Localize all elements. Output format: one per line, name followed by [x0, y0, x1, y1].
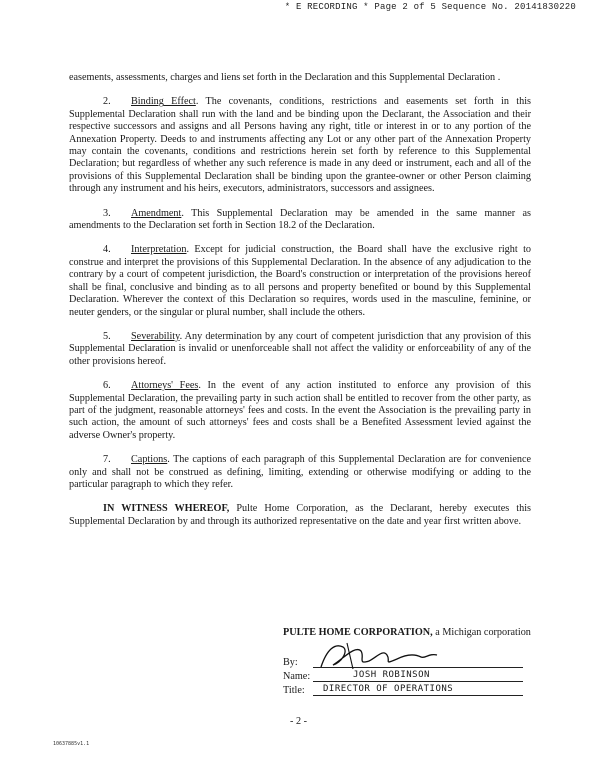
- sections-list: [69, 96, 531, 491]
- section-paragraph: [69, 244, 531, 318]
- title-row: [283, 685, 543, 699]
- section-paragraph: [69, 454, 531, 491]
- company-name: PULTE HOME CORPORATION,: [283, 627, 433, 638]
- section-title: Amendment: [131, 207, 182, 219]
- page-number: - 2 -: [290, 716, 307, 727]
- company-suffix: a Michigan corporation: [432, 627, 531, 638]
- section-title: Captions: [131, 454, 168, 466]
- by-label: By:: [283, 657, 298, 669]
- section-number: 5.: [103, 330, 111, 342]
- witness-text: Pulte Home Corporation, as the Declarant, hereby executes this Supplemental Declaration by and through its authorized representative on the date and year first written above.: [69, 503, 531, 527]
- title-label: Title:: [283, 685, 305, 697]
- section-title: Binding Effect: [131, 96, 196, 108]
- section-number: 4.: [103, 244, 111, 256]
- section-paragraph: [69, 380, 531, 442]
- section-text: . Except for judicial construction, the Board shall have the exclusive right to construe and interpret the provisions of this Supplemental Declaration. In the absence of any adjudication to the contrary by a court of competent jurisdiction, the Board's construction or interpretation of the provisions hereof shall be final, conclusive and binding as to all persons and property benefited or bound by this Supplemental Declaration. Wherever the context of this Declaration so requires, words used in the masculine, feminine, or neuter genders, or the singular or plural number, shall include the others.: [69, 244, 531, 318]
- company-line: [283, 627, 543, 639]
- section-paragraph: [69, 331, 531, 368]
- section-number: 3.: [103, 207, 111, 219]
- section-number: 6.: [103, 380, 111, 392]
- document-body: [69, 72, 531, 540]
- name-label: Name:: [283, 671, 311, 683]
- witness-paragraph: [69, 503, 531, 528]
- name-value: JOSH ROBINSON: [353, 670, 430, 681]
- section-title: Attorneys' Fees: [131, 380, 199, 392]
- section-paragraph: [69, 96, 531, 195]
- section-text: . The covenants, conditions, restrictions and easements set forth in this Supplemental Declaration shall run with the land and be binding upon the Declarant, the Association and their respective successors and assigns and all Persons having any right, title or interest in or to any portion of the Annexation Property. Deeds to and instruments affecting any Lot or any other part of the Annexation Property may contain the covenants, conditions and restrictions herein set forth by reference to this Supplemental Declaration; but regardless of whether any such reference is made in any deed or instrument, each and all of the provisions of this Supplemental Declaration shall be binding upon the grantee-owner or other Person claiming through any instrument and his heirs, executors, administrators, successors and assignees.: [69, 96, 531, 195]
- section-text: . In the event of any action instituted to enforce any provision of this Supplemental Declaration, the prevailing party in such action shall be entitled to recover from the other party, as part of the judgment, reasonable attorneys' fees and costs. In the event the Association is the prevailing party in such action, the amount of such attorneys' fees and costs shall be a Benefited Assessment levied against the adverse Owner's property.: [69, 380, 531, 441]
- section-number: 7.: [103, 454, 111, 466]
- handwritten-signature-icon: [313, 639, 443, 673]
- signature-block: [283, 627, 543, 699]
- section-text: . This Supplemental Declaration may be amended in the same manner as amendments to the Declaration set forth in Section 18.2 of the Declaration.: [69, 207, 531, 232]
- document-id: 10637885v1.1: [53, 741, 90, 747]
- section-number: 2.: [103, 96, 111, 108]
- recording-header: * E RECORDING * Page 2 of 5 Sequence No. 20141830220: [284, 2, 576, 12]
- section-text: . The captions of each paragraph of this Supplemental Declaration are for convenience only and shall not be construed as defining, limiting, extending or otherwise modifying or adding to the particular paragraph to which they refer.: [69, 454, 531, 490]
- section-title: Interpretation: [131, 244, 187, 256]
- intro-paragraph: easements, assessments, charges and liens set forth in the Declaration and this Supplemental Declaration .: [69, 72, 501, 83]
- section-title: Severability: [131, 330, 180, 342]
- witness-lead: IN WITNESS WHEREOF,: [103, 503, 230, 515]
- section-paragraph: [69, 208, 531, 233]
- title-value: DIRECTOR OF OPERATIONS: [323, 684, 454, 695]
- section-text: . Any determination by any court of competent jurisdiction that any provision of this Supplemental Declaration is invalid or unenforceable shall not affect the validity or enforceability of any of the other provisions hereof.: [69, 330, 531, 367]
